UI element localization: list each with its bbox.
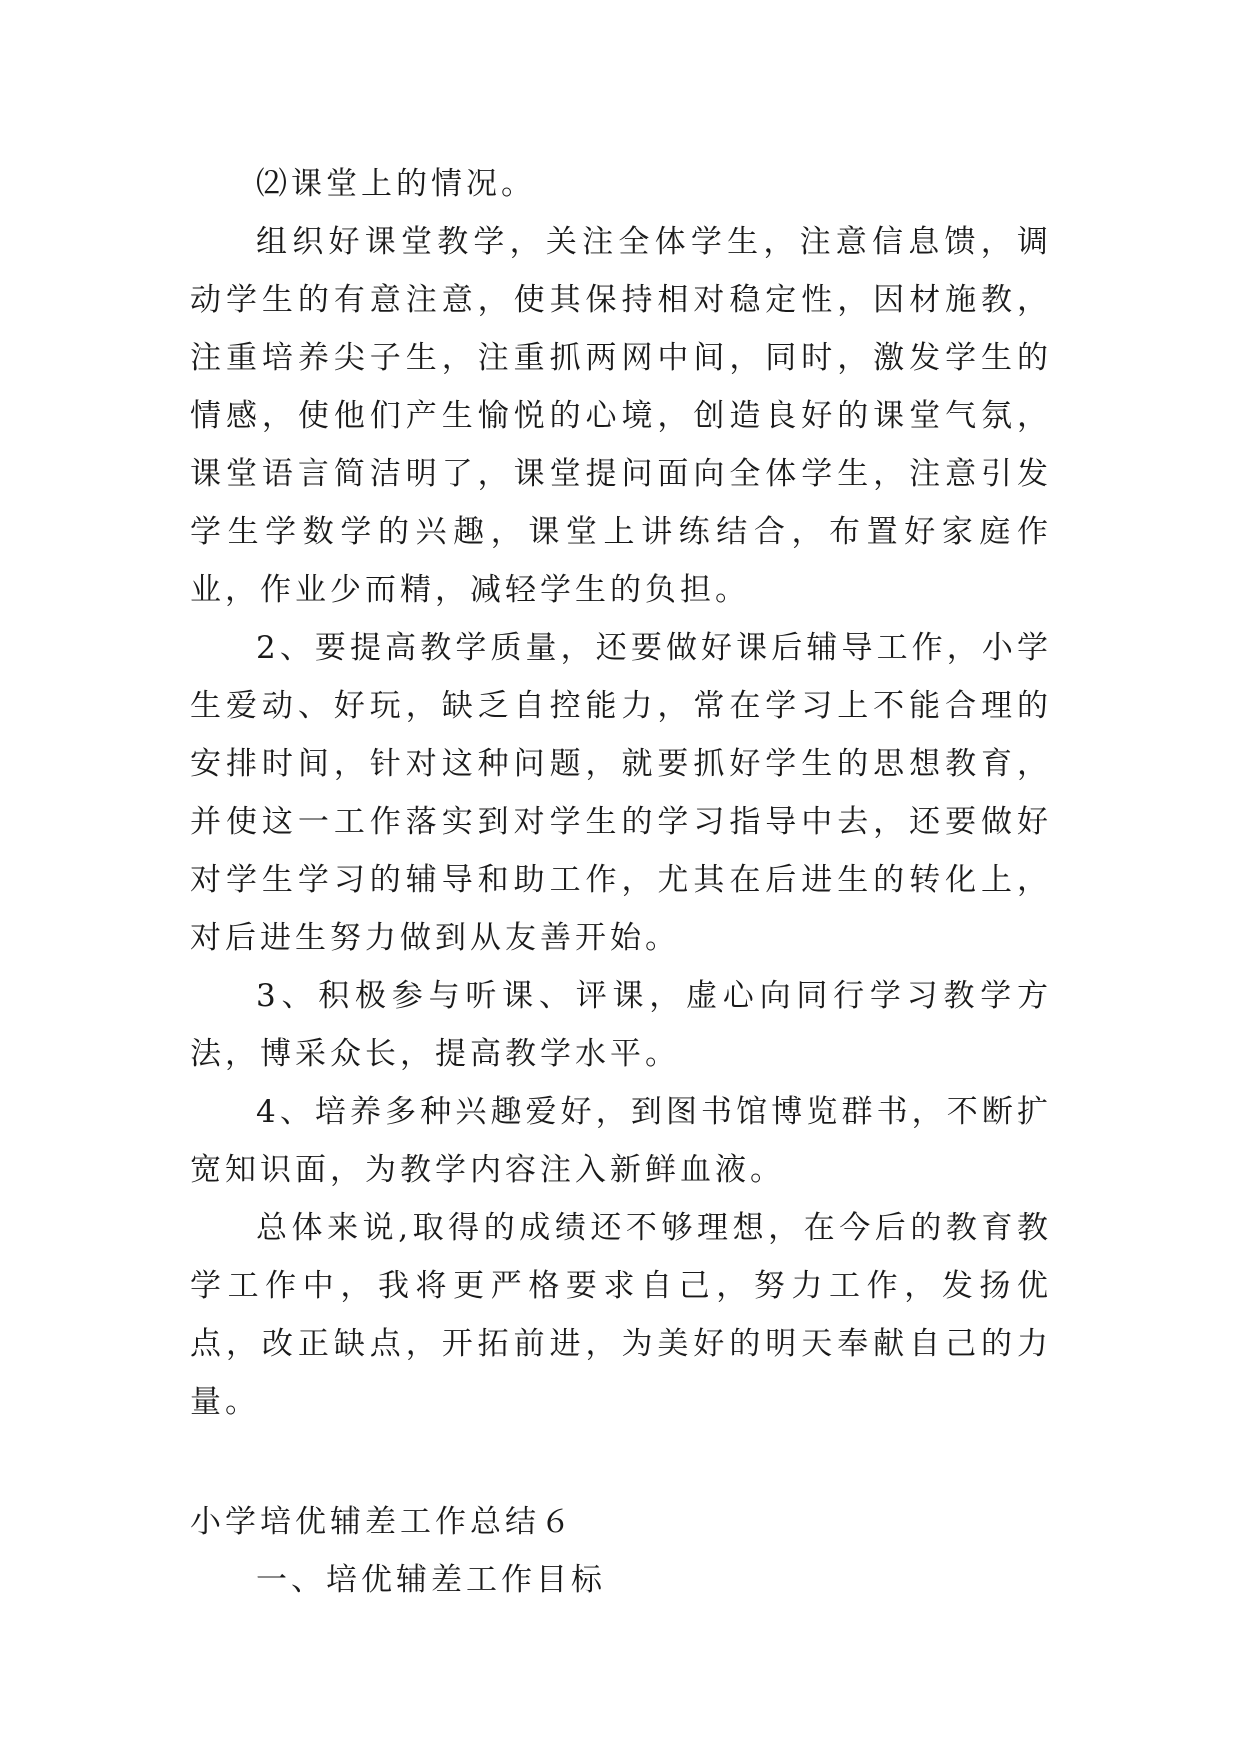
paragraph-classroom-teaching: 组织好课堂教学，关注全体学生，注意信息馈，调动学生的有意注意，使其保持相对稳定性，因材施教，注重培养尖子生，注重抓两网中间，同时，激发学生的情感，使他们产生愉悦的心境，创造良好的课堂气氛，课堂语言简洁明了，课堂提问面向全体学生，注意引发学生学数学的兴趣，课堂上讲练结合，布置好家庭作业，作业少而精，减轻学生的负担。	[190, 224, 1052, 608]
paragraph-classroom-heading: ⑵课堂上的情况。	[256, 166, 536, 202]
paragraph-interests: 4、培养多种兴趣爱好，到图书馆博览群书，不断扩宽知识面，为教学内容注入新鲜血液。	[190, 1094, 1052, 1188]
paragraph-lesson-observation: 3、积极参与听课、评课，虚心向同行学习教学方法，博采众长，提高教学水平。	[190, 978, 1052, 1072]
section-title: 小学培优辅差工作总结６	[190, 1504, 575, 1540]
paragraph-summary: 总体来说,取得的成绩还不够理想，在今后的教育教学工作中，我将更严格要求自己，努力工作，发扬优点，改正缺点，开拓前进，为美好的明天奉献自己的力量。	[190, 1210, 1052, 1420]
paragraph-after-class-tutoring: 2、要提高教学质量，还要做好课后辅导工作，小学生爱动、好玩，缺乏自控能力，常在学习上不能合理的安排时间，针对这种问题，就要抓好学生的思想教育，并使这一工作落实到对学生的学习指导中去，还要做好对学生学习的辅导和助工作，尤其在后进生的转化上，对后进生努力做到从友善开始。	[190, 630, 1052, 956]
document-body	[190, 155, 1052, 1609]
subheading-goals: 一、培优辅差工作目标	[256, 1562, 606, 1598]
section-spacer	[190, 1431, 1052, 1493]
